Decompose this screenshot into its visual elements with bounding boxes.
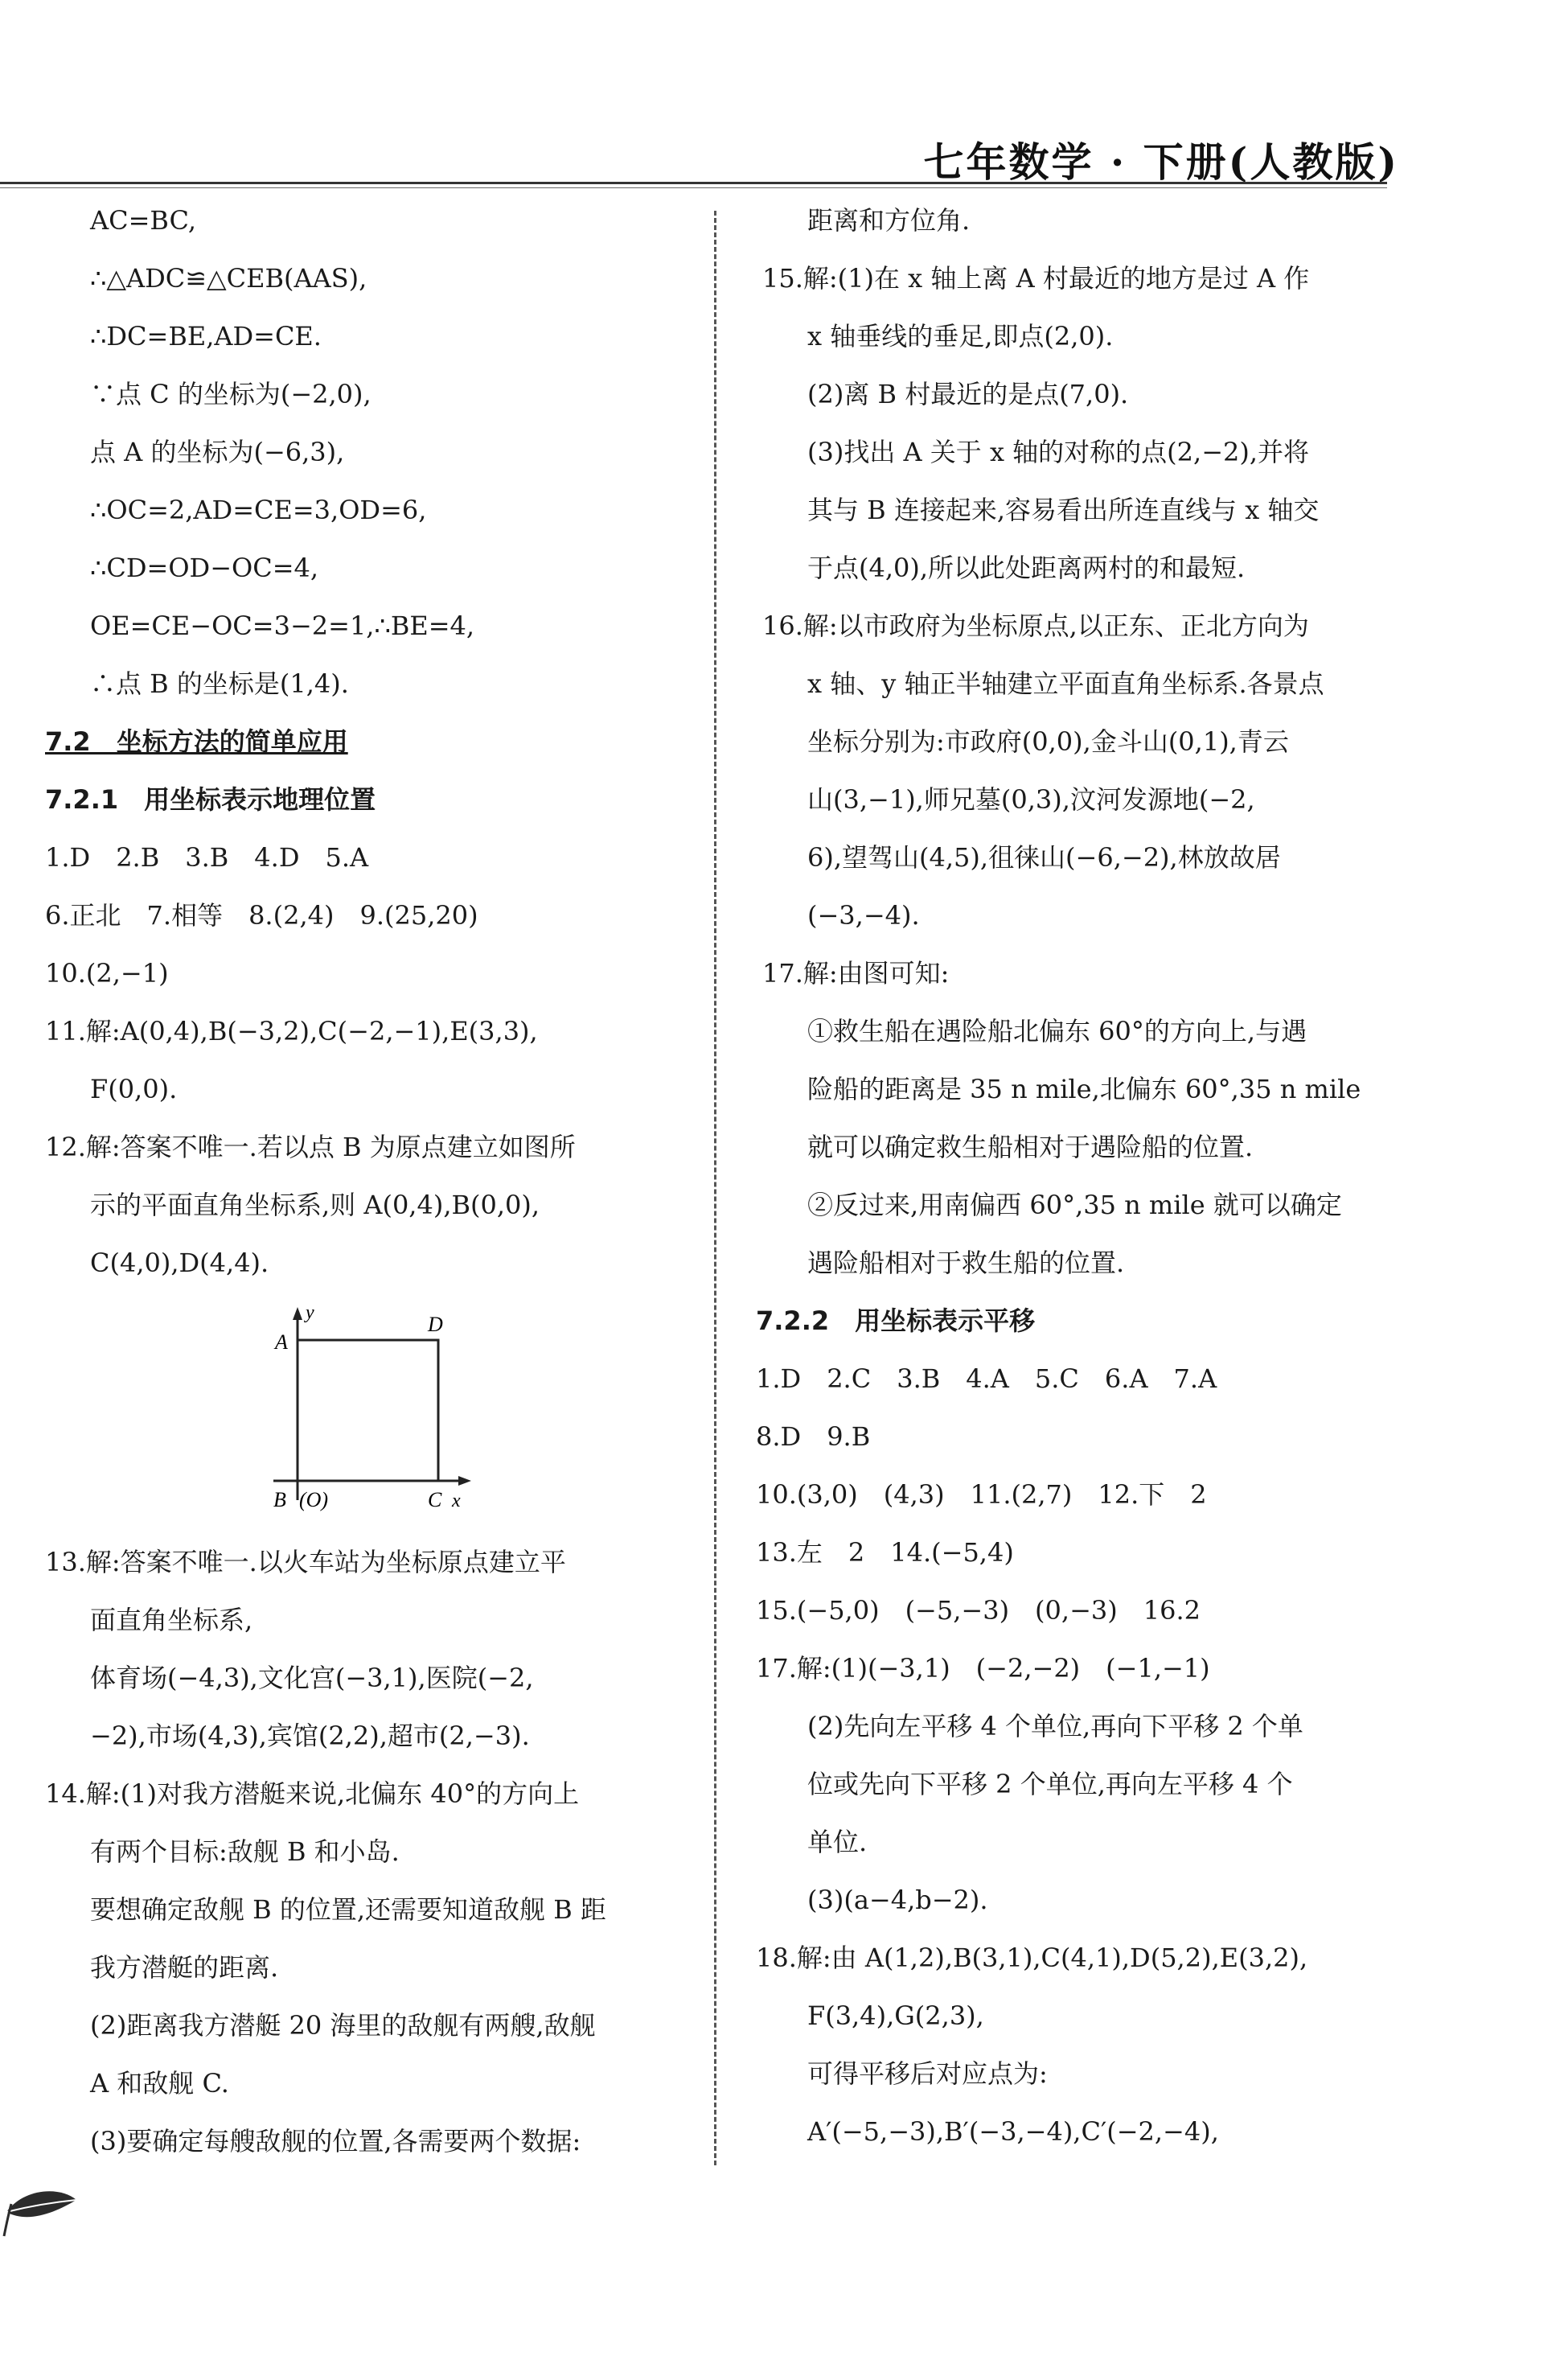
text-line: 险船的距离是 35 n mile,北偏东 60°,35 n mile xyxy=(807,1074,1361,1104)
label-y: y xyxy=(306,1302,314,1323)
text-line: 可得平移后对应点为: xyxy=(807,2058,1048,2089)
answer-line: 10.(2,−1) xyxy=(45,958,169,989)
text-line: OE=CE−OC=3−2=1,∴BE=4, xyxy=(90,611,475,641)
text-line: 有两个目标:敌舰 B 和小岛. xyxy=(90,1836,400,1867)
answer-line: 1.D 2.B 3.B 4.D 5.A xyxy=(45,842,369,873)
answer-line: 13.左 2 14.(−5,4) xyxy=(756,1537,1014,1568)
text-line: (2)离 B 村最近的是点(7,0). xyxy=(807,379,1129,409)
answer-line: 6.正北 7.相等 8.(2,4) 9.(25,20) xyxy=(45,900,478,931)
subsection-heading: 7.2.2 用坐标表示平移 xyxy=(756,1305,1036,1336)
answer-line: 12.解:答案不唯一.若以点 B 为原点建立如图所 xyxy=(45,1132,576,1162)
x-axis-arrow xyxy=(458,1476,471,1486)
answer-line: 17.解:(1)(−3,1) (−2,−2) (−1,−1) xyxy=(756,1653,1210,1684)
coordinate-square-diagram xyxy=(265,1299,482,1516)
text-line: ∴DC=BE,AD=CE. xyxy=(90,321,322,352)
text-line: 体育场(−4,3),文化宫(−3,1),医院(−2, xyxy=(90,1663,534,1693)
y-axis-arrow xyxy=(293,1307,302,1320)
text-line: C(4,0),D(4,4). xyxy=(90,1248,269,1278)
answer-line: 18.解:由 A(1,2),B(3,1),C(4,1),D(5,2),E(3,2), xyxy=(756,1943,1308,1973)
text-line: ②反过来,用南偏西 60°,35 n mile 就可以确定 xyxy=(807,1190,1342,1220)
page-title: 七年数学 · 下册(人教版) xyxy=(923,138,1399,186)
header-rule-thin xyxy=(0,187,1387,188)
square-abcd xyxy=(298,1340,438,1481)
label-o: (O) xyxy=(299,1488,329,1511)
answer-line: 14.解:(1)对我方潜艇来说,北偏东 40°的方向上 xyxy=(45,1778,580,1809)
text-line: 距离和方位角. xyxy=(807,205,971,236)
text-line: (2)距离我方潜艇 20 海里的敌舰有两艘,敌舰 xyxy=(90,2010,596,2041)
text-line: A′(−5,−3),B′(−3,−4),C′(−2,−4), xyxy=(807,2116,1219,2147)
subsection-heading: 7.2.1 用坐标表示地理位置 xyxy=(45,784,376,815)
text-line: 点 A 的坐标为(−6,3), xyxy=(90,437,345,467)
leaf-ornament-icon xyxy=(0,2156,88,2244)
label-d: D xyxy=(428,1313,443,1336)
text-line: AC=BC, xyxy=(90,205,197,236)
label-b: B xyxy=(273,1488,286,1511)
text-line: ∵点 C 的坐标为(−2,0), xyxy=(90,379,371,409)
text-line: 示的平面直角坐标系,则 A(0,4),B(0,0), xyxy=(90,1190,540,1220)
text-line: 单位. xyxy=(807,1827,868,1857)
answer-line: 11.解:A(0,4),B(−3,2),C(−2,−1),E(3,3), xyxy=(45,1016,538,1046)
text-line: ∴点 B 的坐标是(1,4). xyxy=(90,668,349,699)
label-c: C xyxy=(428,1488,442,1511)
label-a: A xyxy=(275,1330,288,1354)
answer-line: 10.(3,0) (4,3) 11.(2,7) 12.下 2 xyxy=(756,1479,1207,1510)
text-line: F(0,0). xyxy=(90,1074,178,1104)
text-line: 位或先向下平移 2 个单位,再向左平移 4 个 xyxy=(807,1769,1293,1799)
header-rule xyxy=(0,182,1387,184)
answer-line: 17.解:由图可知: xyxy=(762,958,950,989)
text-line: 6),望驾山(4,5),徂徕山(−6,−2),林放故居 xyxy=(807,842,1281,873)
text-line: 就可以确定救生船相对于遇险船的位置. xyxy=(807,1132,1254,1162)
text-line: 遇险船相对于救生船的位置. xyxy=(807,1248,1125,1278)
text-line: ①救生船在遇险船北偏东 60°的方向上,与遇 xyxy=(807,1016,1307,1046)
section-heading: 7.2 坐标方法的简单应用 xyxy=(45,726,348,757)
text-line: (3)找出 A 关于 x 轴的对称的点(2,−2),并将 xyxy=(807,437,1310,467)
answer-line: 13.解:答案不唯一.以火车站为坐标原点建立平 xyxy=(45,1547,566,1577)
text-line: (−3,−4). xyxy=(807,900,920,931)
text-line: 我方潜艇的距离. xyxy=(90,1952,279,1983)
label-x: x xyxy=(452,1490,461,1511)
text-line: 于点(4,0),所以此处距离两村的和最短. xyxy=(807,553,1246,583)
text-line: 其与 B 连接起来,容易看出所连直线与 x 轴交 xyxy=(807,495,1320,525)
text-line: ∴CD=OD−OC=4, xyxy=(90,553,319,583)
answer-line: 8.D 9.B xyxy=(756,1421,871,1452)
text-line: 要想确定敌舰 B 的位置,还需要知道敌舰 B 距 xyxy=(90,1894,606,1925)
text-line: 山(3,−1),师兄墓(0,3),汶河发源地(−2, xyxy=(807,784,1255,815)
text-line: (2)先向左平移 4 个单位,再向下平移 2 个单 xyxy=(807,1711,1303,1741)
text-line: x 轴、y 轴正半轴建立平面直角坐标系.各景点 xyxy=(807,668,1324,699)
answer-line: 15.(−5,0) (−5,−3) (0,−3) 16.2 xyxy=(756,1595,1201,1626)
text-line: 面直角坐标系, xyxy=(90,1605,253,1635)
answer-line: 16.解:以市政府为坐标原点,以正东、正北方向为 xyxy=(762,611,1309,641)
text-line: A 和敌舰 C. xyxy=(90,2068,229,2099)
answer-line: 15.解:(1)在 x 轴上离 A 村最近的地方是过 A 作 xyxy=(762,263,1310,294)
text-line: ∴△ADC≌△CEB(AAS), xyxy=(90,263,367,294)
column-divider xyxy=(714,211,716,2165)
text-line: −2),市场(4,3),宾馆(2,2),超市(2,−3). xyxy=(90,1721,530,1751)
text-line: ∴OC=2,AD=CE=3,OD=6, xyxy=(90,495,427,525)
answer-line: 1.D 2.C 3.B 4.A 5.C 6.A 7.A xyxy=(756,1363,1217,1394)
text-line: x 轴垂线的垂足,即点(2,0). xyxy=(807,321,1114,352)
text-line: (3)(a−4,b−2). xyxy=(807,1885,988,1915)
text-line: (3)要确定每艘敌舰的位置,各需要两个数据: xyxy=(90,2126,581,2156)
text-line: F(3,4),G(2,3), xyxy=(807,2000,984,2031)
text-line: 坐标分别为:市政府(0,0),金斗山(0,1),青云 xyxy=(807,726,1289,757)
